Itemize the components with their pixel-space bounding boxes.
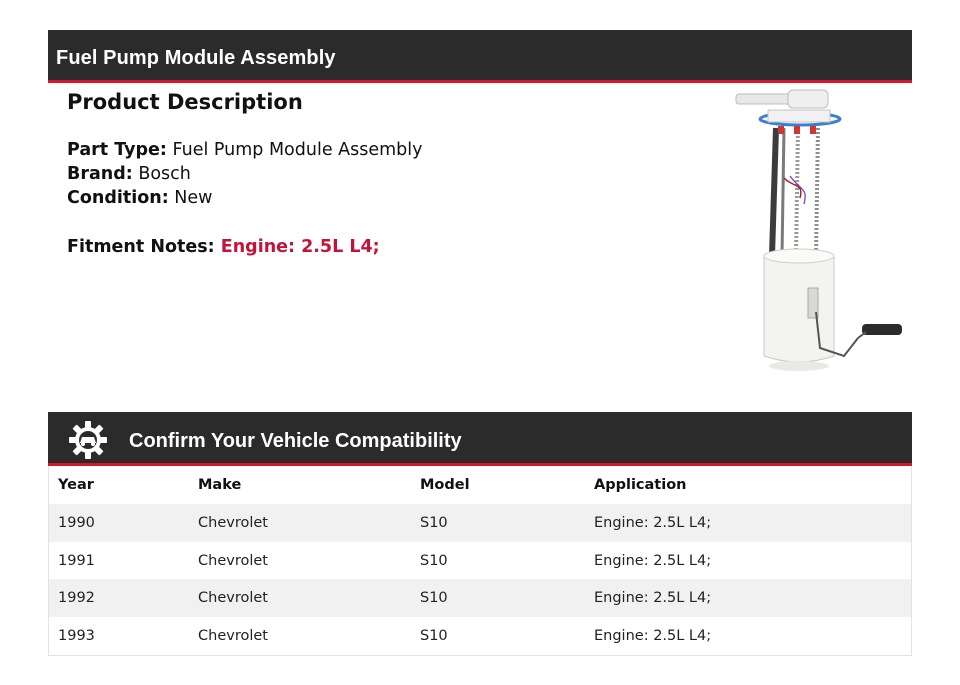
make-cell: Chevrolet — [198, 552, 268, 569]
year-cell: 1992 — [58, 590, 95, 607]
part-type-row — [67, 140, 423, 160]
column-header-application: Application — [594, 477, 687, 493]
application-cell: Engine: 2.5L L4; — [594, 552, 712, 569]
title-banner — [48, 30, 912, 83]
condition-value: New — [174, 188, 213, 208]
condition-label: Condition: — [67, 188, 169, 208]
gear-car-icon — [68, 420, 108, 460]
compatibility-title: Confirm Your Vehicle Compatibility — [129, 430, 462, 452]
table-row — [49, 504, 911, 542]
brand-label: Brand: — [67, 164, 133, 184]
make-cell: Chevrolet — [198, 515, 268, 531]
column-header-make: Make — [198, 477, 242, 493]
fitment-label: Fitment Notes: — [67, 237, 215, 257]
table-header-row — [49, 466, 911, 504]
application-cell: Engine: 2.5L L4; — [594, 627, 712, 644]
fuel-pump-product-image — [724, 88, 914, 378]
application-cell: Engine: 2.5L L4; — [594, 590, 712, 607]
brand-row — [67, 164, 191, 184]
column-header-model: Model — [420, 477, 470, 493]
year-cell: 1990 — [58, 515, 95, 531]
compatibility-banner — [48, 412, 912, 466]
year-cell: 1993 — [58, 627, 95, 644]
part-type-value: Fuel Pump Module Assembly — [172, 140, 423, 160]
year-cell: 1991 — [58, 552, 95, 569]
make-cell: Chevrolet — [198, 590, 268, 607]
application-cell: Engine: 2.5L L4; — [594, 515, 712, 531]
fitment-notes-row — [67, 237, 380, 257]
condition-row — [67, 188, 212, 208]
table-row — [49, 617, 911, 655]
compatibility-table — [48, 466, 912, 656]
table-row — [49, 579, 911, 617]
column-header-year: Year — [58, 477, 94, 493]
table-row — [49, 542, 911, 580]
part-type-label: Part Type: — [67, 140, 167, 160]
model-cell: S10 — [420, 515, 448, 531]
model-cell: S10 — [420, 590, 448, 607]
banner-title: Fuel Pump Module Assembly — [56, 47, 336, 69]
fitment-value: Engine: 2.5L L4; — [220, 237, 380, 257]
brand-value: Bosch — [138, 164, 191, 184]
model-cell: S10 — [420, 552, 448, 569]
model-cell: S10 — [420, 627, 448, 644]
make-cell: Chevrolet — [198, 627, 268, 644]
product-description-heading: Product Description — [67, 90, 303, 114]
